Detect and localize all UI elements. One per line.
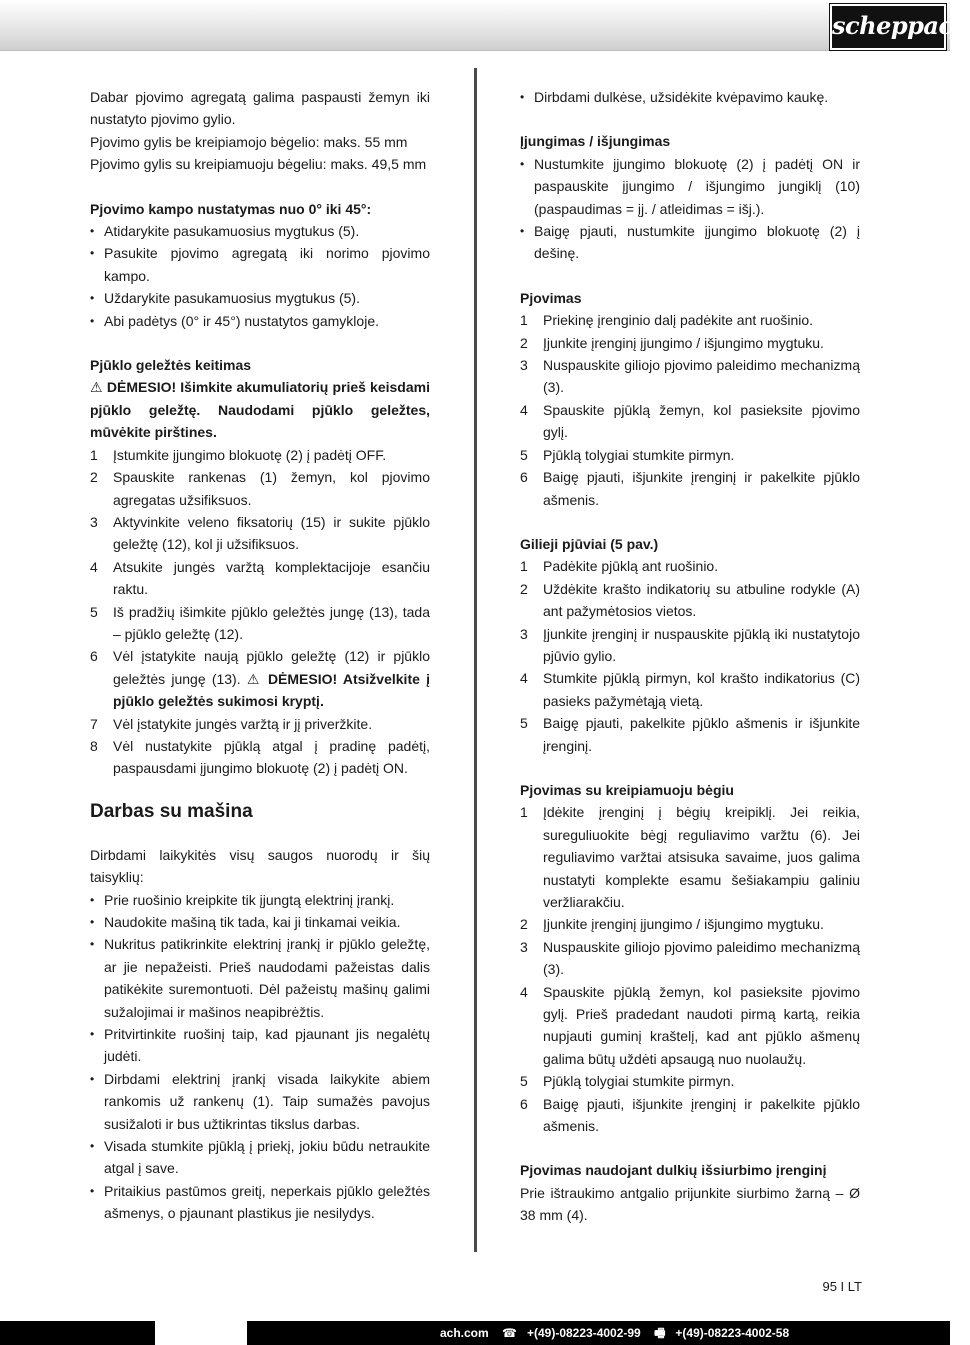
list-item: • Baigę pjauti, nustumkite įjungimo blokuotę (2) į dešinę. xyxy=(520,220,860,265)
page-number: 95 I LT xyxy=(822,1279,862,1294)
left-column xyxy=(90,86,430,1225)
section-heading-onoff: Įjungimas / išjungimas xyxy=(520,133,671,150)
list-item: 1 Padėkite pjūklą ant ruošinio. xyxy=(520,558,719,575)
phone-icon: ☎ xyxy=(502,1326,517,1340)
list-item: 7 Vėl įstatykite jungės varžtą ir jį priveržkite. xyxy=(90,715,373,732)
work-intro: Dirbdami laikykitės visų saugos nuorodų ir šių taisyklių: xyxy=(90,846,430,886)
list-item: 2 Įjunkite įrenginį įjungimo / išjungimo mygtuku. xyxy=(520,916,824,933)
section-heading-blade: Pjūklo geležtės keitimas xyxy=(90,357,252,374)
section-heading-cutting: Pjovimas xyxy=(520,289,582,306)
rail-steps xyxy=(520,801,860,1137)
list-item: 4 Spauskite pjūklą žemyn, kol pasieksite pjovimo gylį. xyxy=(520,401,860,441)
list-item: 2 Įjunkite įrenginį įjungimo / išjungimo mygtuku. xyxy=(520,334,824,351)
intro-text: Pjovimo gylis su kreipiamuoju bėgeliu: maks. 49,5 mm xyxy=(90,156,427,173)
section-heading-guide-rail: Pjovimas su kreipiamuoju bėgiu xyxy=(520,781,734,798)
footer-contact xyxy=(440,1321,799,1345)
list-item: 6 Baigę pjauti, išjunkite įrenginį ir pakelkite pjūklo ašmenis. xyxy=(520,469,860,508)
list-item: • Dirbdami elektrinį įrankį visada laikykite abiem rankomis už rankenų (1). Taip sumažės pavojus susižaloti ir bus užtikrintas tikslus darbas. xyxy=(90,1068,430,1135)
section-title-work: Darbas su mašina xyxy=(90,800,253,822)
list-item: 8 Vėl nustatykite pjūklą atgal į pradinę padėtį, paspausdami įjungimo blokuotę (2) į padėtį ON. xyxy=(90,737,430,777)
dust-mask-list xyxy=(520,86,860,108)
list-item: • Abi padėtys (0° ir 45°) nustatytos gamykloje. xyxy=(90,310,430,332)
list-item: 1 Įdėkite įrenginį į bėgių kreipiklį. Jei reikia, sureguliuokite bėgį reguliavimo varžtu (6). Jei reguliavimo varžtai atsisuka savaime, juos galima nustatyti komplekte esamu šešiakampiu galiniu veržliarakčiu. xyxy=(520,804,860,910)
fax-icon: 🖷 xyxy=(654,1326,666,1340)
intro-text: Dabar pjovimo agregatą galima paspausti žemyn iki nustatyto pjovimo gylio. xyxy=(90,89,430,128)
list-item: 5 Pjūklą tolygiai stumkite pirmyn. xyxy=(520,446,735,463)
list-item: • Nukritus patikrinkite elektrinį įrankį ir pjūklo geležtę, ar jie nepažeisti. Prieš naudodami pažeistas dalis patikėkite suremontuoti. Dėl pažeistų mašinų galimi sužalojimai ir mašinos neapibrėžtis. xyxy=(90,933,430,1023)
warning-icon: ⚠ xyxy=(90,379,107,396)
list-item: 2 Spauskite rankenas (1) žemyn, kol pjovimo agregatas užsifiksuos. xyxy=(90,469,430,508)
list-item: 1 Įstumkite įjungimo blokuotę (2) į padėtį OFF. xyxy=(90,446,387,463)
warning-text: DĖMESIO! Išimkite akumuliatorių prieš keisdami pjūklo geležtę. Naudodami pjūklo geležtes, mūvėkite pirštines. xyxy=(90,379,430,441)
work-list xyxy=(90,889,430,1225)
list-item: 1 Priekinę įrenginio dalį padėkite ant ruošinio. xyxy=(520,312,814,329)
list-item: 4 Spauskite pjūklą žemyn, kol pasieksite pjovimo gylį. Prieš pradedant naudoti pirmą kartą, reikia nupjauti guminį kraštelį, kad ant pjūklo ašmenų galima būtų uždėti apsaugą nuo nuolaužų. xyxy=(520,983,860,1067)
phone-number: +(49)-08223-4002-99 xyxy=(526,1326,641,1340)
column-divider xyxy=(474,68,477,1252)
deep-steps xyxy=(520,555,860,757)
list-item: 4 Stumkite pjūklą pirmyn, kol krašto indikatorius (C) pasieks pažymėtąją vietą. xyxy=(520,670,860,709)
fax-number: +(49)-08223-4002-58 xyxy=(675,1326,790,1340)
step-warning: DĖMESIO! Atsižvelkite į pjūklo geležtės sukimosi kryptį. xyxy=(113,670,430,710)
section-heading-dust-extraction: Pjovimas naudojant dulkių išsiurbimo įrenginį xyxy=(520,1162,827,1179)
intro-text: Pjovimo gylis be kreipiamojo bėgelio: maks. 55 mm xyxy=(90,133,408,150)
right-column xyxy=(520,86,860,1227)
list-item: 5 Iš pradžių išimkite pjūklo geležtės jungę (13), tada – pjūklo geležtę (12). xyxy=(90,603,430,642)
blade-warning xyxy=(90,376,430,443)
list-item: 2 Uždėkite krašto indikatorių su atbuline rodykle (A) ant pažymėtosios vietos. xyxy=(520,580,860,620)
list-item: • Naudokite mašiną tik tada, kai ji tinkamai veikia. xyxy=(90,911,430,933)
list-item: 6 Vėl įstatykite naują pjūklo geležtę (12) ir pjūklo geležtės jungę (13). ⚠ DĖMESIO! Atsižvelkite į pjūklo geležtės sukimosi kryptį. xyxy=(90,648,430,710)
angle-list xyxy=(90,220,430,332)
list-item: • Dirbdami dulkėse, užsidėkite kvėpavimo kaukę. xyxy=(520,86,860,108)
warning-icon: ⚠ xyxy=(246,670,268,687)
onoff-list xyxy=(520,153,860,265)
list-item: • Nustumkite įjungimo blokuotę (2) į padėtį ON ir paspauskite įjungimo / išjungimo jungiklį (10) (paspaudimas = įj. / atleidimas = išj.). xyxy=(520,153,860,220)
list-item: • Uždarykite pasukamuosius mygtukus (5). xyxy=(90,287,430,309)
footer-bar xyxy=(0,1321,950,1345)
list-item: 3 Įjunkite įrenginį ir nuspauskite pjūklą iki nustatytojo pjūvio gylio. xyxy=(520,625,860,664)
list-item: 6 Baigę pjauti, išjunkite įrenginį ir pakelkite pjūklo ašmenis. xyxy=(520,1095,860,1135)
list-item: • Pritaikius pastūmos greitį, neperkais pjūklo geležtės ašmenys, o pjaunant plastikus jie nesilydys. xyxy=(90,1180,430,1225)
list-item: • Atidarykite pasukamuosius mygtukus (5). xyxy=(90,220,430,242)
section-heading-deep-cuts: Gilieji pjūviai (5 pav.) xyxy=(520,535,659,552)
page-header xyxy=(0,0,970,51)
list-item: 5 Baigę pjauti, pakelkite pjūklo ašmenis ir išjunkite įrenginį. xyxy=(520,715,860,754)
dust-text: Prie ištraukimo antgalio prijunkite siurbimo žarną – Ø 38 mm (4). xyxy=(520,1184,860,1224)
list-item: • Pasukite pjovimo agregatą iki norimo pjovimo kampo. xyxy=(90,242,430,287)
list-item: 3 Nuspauskite giliojo pjovimo paleidimo mechanizmą (3). xyxy=(520,357,860,396)
list-item: • Prie ruošinio kreipkite tik įjungtą elektrinį įrankį. xyxy=(90,889,430,911)
section-heading-angle: Pjovimo kampo nustatymas nuo 0° iki 45°: xyxy=(90,200,372,217)
blade-steps xyxy=(90,444,430,780)
list-item: 5 Pjūklą tolygiai stumkite pirmyn. xyxy=(520,1073,735,1090)
list-item: 3 Aktyvinkite veleno fiksatorių (15) ir sukite pjūklo geležtę (12), kol ji užsifiksuos. xyxy=(90,513,430,553)
list-item: • Visada stumkite pjūklą į priekį, jokiu būdu netraukite atgal į save. xyxy=(90,1135,430,1180)
footer-white-block xyxy=(155,1321,247,1345)
cut-steps xyxy=(520,309,860,511)
brand-logo: scheppach xyxy=(830,4,946,50)
website-text: ach.com xyxy=(440,1326,489,1340)
list-item: 3 Nuspauskite giliojo pjovimo paleidimo mechanizmą (3). xyxy=(520,938,860,978)
list-item: • Pritvirtinkite ruošinį taip, kad pjaunant jis negalėtų judėti. xyxy=(90,1023,430,1068)
list-item: 4 Atsukite jungės varžtą komplektacijoje esančiu raktu. xyxy=(90,558,430,598)
